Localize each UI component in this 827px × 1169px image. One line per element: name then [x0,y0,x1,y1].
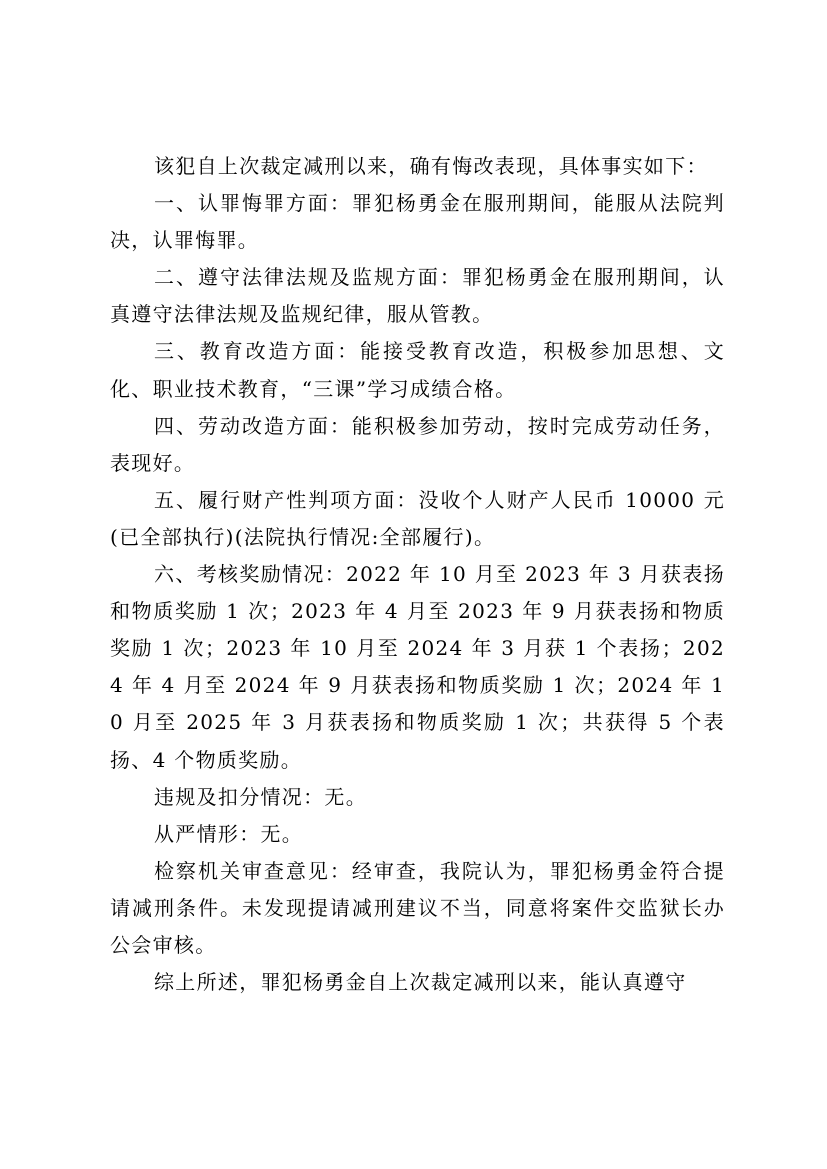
paragraph-labor: 四、劳动改造方面：能积极参加劳动，按时完成劳动任务，表现好。 [110,413,725,475]
paragraph-aggravating: 从严情形：无。 [154,821,304,846]
document-body [110,148,725,1001]
paragraph-law-compliance: 二、遵守法律法规及监规方面：罪犯杨勇金在服刑期间，认真遵守法律法规及监规纪律，服从管教。 [110,265,725,327]
paragraph-repentance: 一、认罪悔罪方面：罪犯杨勇金在服刑期间，能服从法院判决，认罪悔罪。 [110,191,725,253]
paragraph-procuratorate-opinion: 检察机关审查意见：经审查，我院认为，罪犯杨勇金符合提请减刑条件。未发现提请减刑建议不当，同意将案件交监狱长办公会审核。 [110,858,725,957]
paragraph-violations: 违规及扣分情况：无。 [154,784,367,809]
paragraph-intro: 该犯自上次裁定减刑以来，确有悔改表现，具体事实如下： [154,154,708,178]
paragraph-rewards: 六、考核奖励情况：2022 年 10 月至 2023 年 3 月获表扬和物质奖励 1 次；2023 年 4 月至 2023 年 9 月获表扬和物质奖励 1 次；2023 年 10 月至 2024 年 3 月获 1 个表扬；2024 年 4 月至 2024 年 9 月获表扬和物质奖励 1 次；2024 年 10 月至 2025 年 3 月获表扬和物质奖励 1 次；共获得 5 个表扬、4 个物质奖励。 [110,562,725,772]
paragraph-summary: 综上所述，罪犯杨勇金自上次裁定减刑以来，能认真遵守 [154,970,687,995]
paragraph-property: 五、履行财产性判项方面：没收个人财产人民币 10000 元(已全部执行)(法院执行情况:全部履行)。 [110,487,725,549]
paragraph-education: 三、教育改造方面：能接受教育改造，积极参加思想、文化、职业技术教育，“三课”学习成绩合格。 [110,339,725,401]
